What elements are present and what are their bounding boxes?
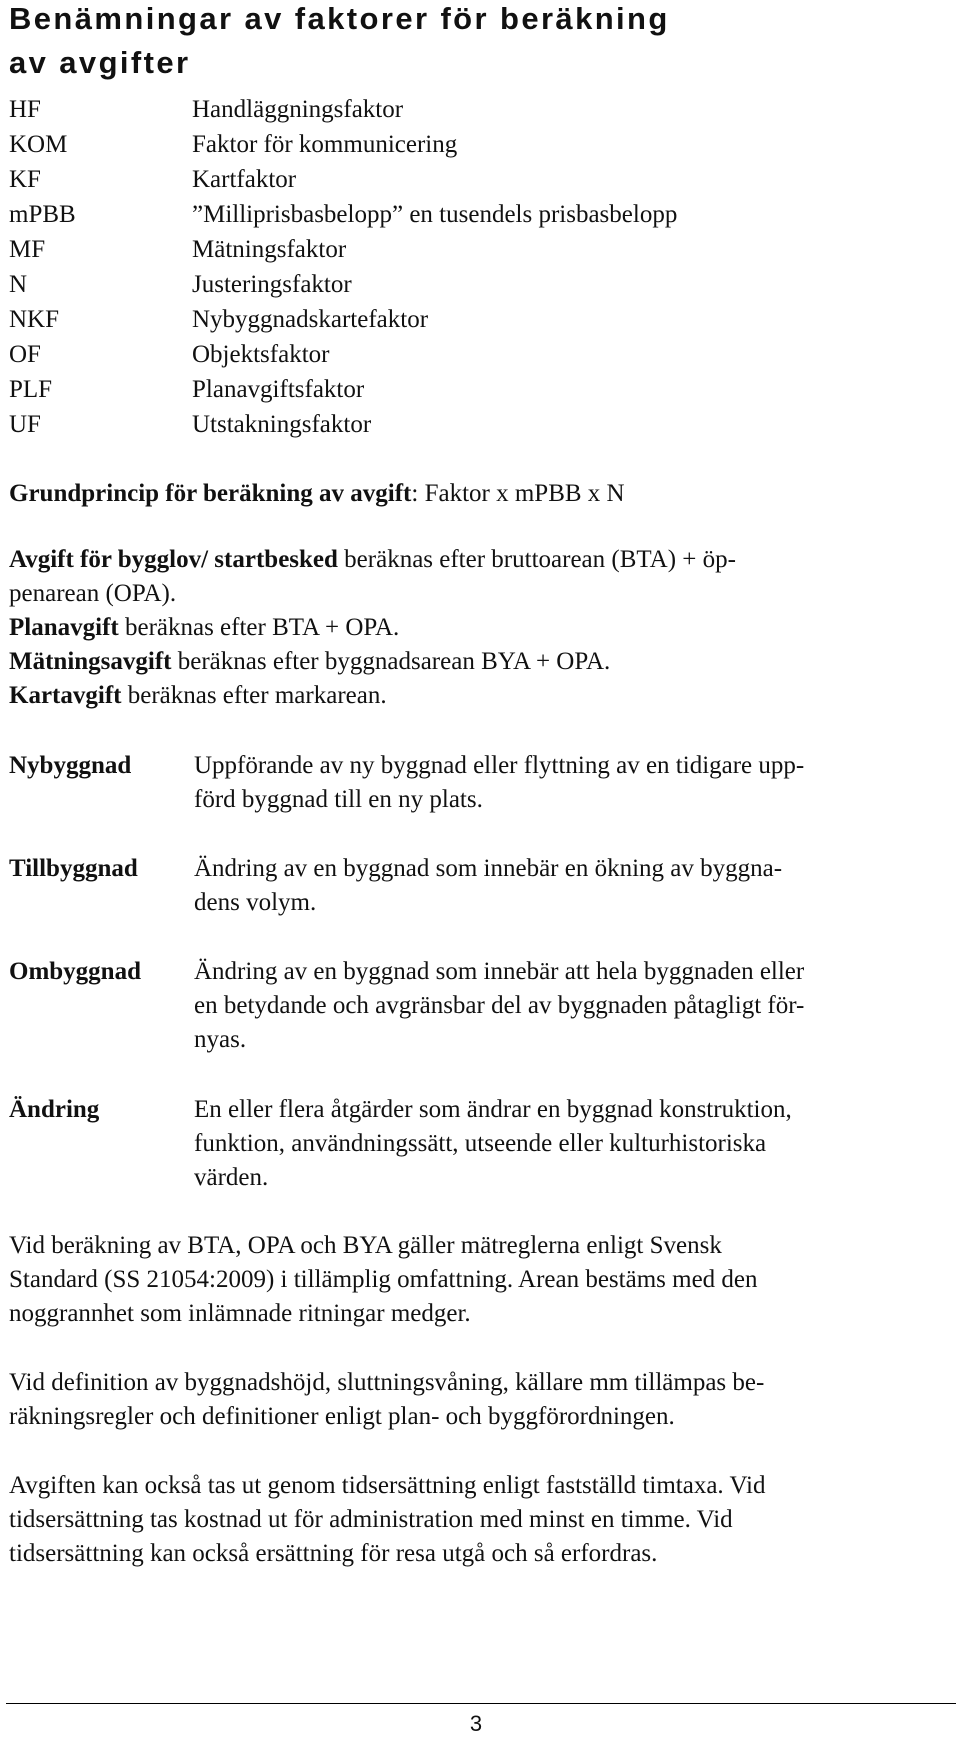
- kartavgift-line: [9, 679, 387, 713]
- term-label: Nybyggnad: [9, 752, 132, 779]
- avgift-line-2: penarean (OPA).: [9, 580, 177, 607]
- abbr-code: NKF: [9, 306, 60, 333]
- abbr-code: KOM: [9, 131, 68, 158]
- definition-text-line: dens volym.: [194, 889, 317, 916]
- abbr-code: MF: [9, 236, 46, 263]
- abbr-code: HF: [9, 96, 41, 123]
- definition-term: [9, 1093, 99, 1127]
- term-label: Tillbyggnad: [9, 855, 138, 882]
- definition-text-line: nyas.: [194, 1026, 247, 1053]
- abbr-meaning: Utstakningsfaktor: [192, 411, 372, 438]
- planavgift-line: [9, 611, 399, 645]
- abbr-meaning: Kartfaktor: [192, 166, 297, 193]
- paragraph-line: Avgiften kan också tas ut genom tidsersättning enligt fastställd timtaxa. Vid: [9, 1472, 766, 1499]
- matningsavgift-line: [9, 645, 610, 679]
- matningsavgift-text: beräknas efter byggnadsarean BYA + OPA.: [171, 648, 611, 675]
- avgift-line-1: [9, 543, 736, 577]
- grundprincip-text: : Faktor x mPBB x N: [411, 480, 625, 507]
- kartavgift-label: Kartavgift: [9, 682, 122, 709]
- definition-text-line: förd byggnad till en ny plats.: [194, 786, 483, 813]
- paragraph-line: tidsersättning kan också ersättning för resa utgå och så erfordras.: [9, 1540, 658, 1567]
- definition-text-line: En eller flera åtgärder som ändrar en byggnad konstruktion,: [194, 1096, 792, 1123]
- matningsavgift-label: Mätningsavgift: [9, 648, 172, 675]
- paragraph-line: noggrannhet som inlämnade ritningar medger.: [9, 1300, 471, 1327]
- definition-text-line: Uppförande av ny byggnad eller flyttning av en tidigare upp-: [194, 752, 805, 779]
- definition-text-line: Ändring av en byggnad som innebär att hela byggnaden eller: [194, 958, 805, 985]
- abbr-meaning: ”Milliprisbasbelopp” en tusendels prisbasbelopp: [192, 201, 678, 228]
- paragraph-line: räkningsregler och definitioner enligt plan- och byggförordningen.: [9, 1403, 675, 1430]
- page-number: 3: [469, 1711, 483, 1736]
- abbr-meaning: Mätningsfaktor: [192, 236, 347, 263]
- abbr-meaning: Handläggningsfaktor: [192, 96, 404, 123]
- term-label: Ombyggnad: [9, 958, 141, 985]
- paragraph-line: Standard (SS 21054:2009) i tillämplig omfattning. Arean bestäms med den: [9, 1266, 758, 1293]
- abbr-code: PLF: [9, 376, 53, 403]
- definition-term: [9, 852, 138, 886]
- page-title-line-2: av avgifter: [9, 45, 191, 80]
- abbr-meaning: Justeringsfaktor: [192, 271, 352, 298]
- definition-text-line: en betydande och avgränsbar del av byggnaden påtagligt för-: [194, 992, 805, 1019]
- avgift-label: Avgift för bygglov/ startbesked: [9, 546, 338, 573]
- planavgift-text: beräknas efter BTA + OPA.: [118, 614, 400, 641]
- abbr-code: KF: [9, 166, 41, 193]
- definition-term: [9, 955, 141, 989]
- abbr-code: UF: [9, 411, 41, 438]
- planavgift-label: Planavgift: [9, 614, 119, 641]
- footer-divider: [6, 1703, 956, 1704]
- paragraph-line: tidsersättning tas kostnad ut för administration med minst en timme. Vid: [9, 1506, 733, 1533]
- grundprincip-label: Grundprincip för beräkning av avgift: [9, 480, 412, 507]
- definition-term: [9, 749, 131, 783]
- grundprincip-line: [9, 477, 625, 511]
- paragraph-line: Vid beräkning av BTA, OPA och BYA gäller mätreglerna enligt Svensk: [9, 1232, 722, 1259]
- abbr-code: mPBB: [9, 201, 76, 228]
- abbr-code: OF: [9, 341, 41, 368]
- abbr-code: N: [9, 271, 28, 298]
- abbr-meaning: Planavgiftsfaktor: [192, 376, 365, 403]
- abbr-meaning: Faktor för kommunicering: [192, 131, 458, 158]
- paragraph-line: Vid definition av byggnadshöjd, sluttningsvåning, källare mm tillämpas be-: [9, 1369, 765, 1396]
- avgift-text: beräknas efter bruttoarean (BTA) + öp-: [337, 546, 736, 573]
- page-title-line-1: Benämningar av faktorer för beräkning: [9, 1, 670, 36]
- definition-text-line: värden.: [194, 1164, 269, 1191]
- abbr-meaning: Nybyggnadskartefaktor: [192, 306, 429, 333]
- kartavgift-text: beräknas efter markarean.: [121, 682, 387, 709]
- term-label: Ändring: [9, 1096, 100, 1123]
- abbr-meaning: Objektsfaktor: [192, 341, 330, 368]
- definition-text-line: Ändring av en byggnad som innebär en ökning av byggna-: [194, 855, 783, 882]
- definition-text-line: funktion, användningssätt, utseende eller kulturhistoriska: [194, 1130, 767, 1157]
